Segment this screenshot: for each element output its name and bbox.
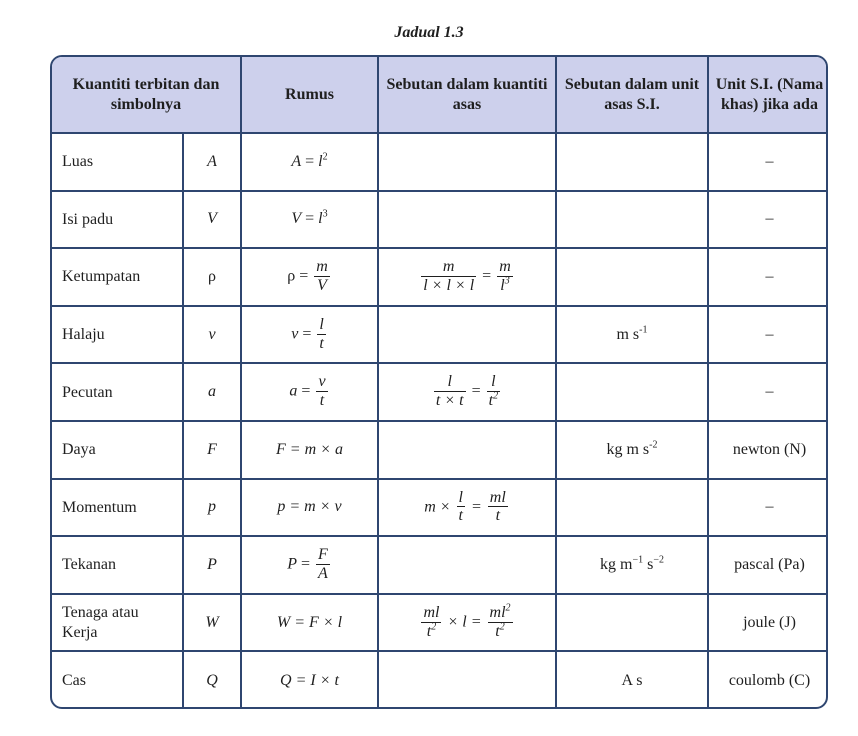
quantity-name: Halaju (52, 306, 183, 364)
base-fraction (421, 259, 476, 294)
fraction-denominator (487, 391, 500, 410)
formula-exponent: 2 (322, 151, 328, 163)
fraction-denominator: t × t (435, 392, 464, 410)
fraction-denominator (497, 276, 513, 295)
formula: W = F × l (241, 594, 378, 652)
formula: $V = l^3$ (241, 191, 378, 249)
base-quantity-expression (378, 594, 556, 652)
si-unit: joule (J) (708, 594, 828, 652)
quantity-name: Daya (52, 421, 183, 479)
denominator-base: t (488, 392, 494, 410)
quantity-name: Tekanan (52, 536, 183, 594)
quantity-name: Momentum (52, 479, 183, 537)
table-row (52, 651, 828, 709)
fraction-denominator: t (458, 507, 463, 525)
formula-lhs: P (287, 555, 297, 573)
denominator-base: t (495, 622, 500, 640)
fraction-numerator: l (458, 488, 463, 506)
base-unit-s: s (647, 555, 654, 573)
base-unit-main: kg m s (606, 440, 650, 458)
si-unit: – (708, 363, 828, 421)
fraction-denominator: t (319, 334, 324, 352)
table-row (52, 248, 828, 306)
quantity-name: Tenaga atau Kerja (52, 594, 183, 652)
header-row (52, 57, 828, 133)
base-unit-exponent: -2 (649, 439, 658, 451)
table-row (52, 133, 828, 191)
si-unit: – (708, 306, 828, 364)
base-unit-exponent: −2 (653, 554, 664, 566)
formula: v = $\frac{l}{t}$ (241, 306, 378, 364)
quantity-name: Cas (52, 651, 183, 709)
quantity-symbol: P (183, 536, 241, 594)
base-unit-kg-m: kg m (600, 555, 633, 573)
formula: ρ = $\frac{m}{V}$ (241, 248, 378, 306)
fraction-numerator: m (316, 258, 328, 276)
base-quantity-expression (378, 306, 556, 364)
formula-lhs: A (291, 152, 302, 170)
base-quantity-expression: $\frac{m}{l \times l \times l}$ = $\frac{m}{l^3}$ (378, 248, 556, 306)
quantity-symbol: ρ (183, 248, 241, 306)
base-quantity-expression (378, 191, 556, 249)
fraction-denominator (421, 622, 441, 641)
fraction-numerator: l (447, 373, 452, 391)
quantity-symbol: F (183, 421, 241, 479)
formula-fraction (316, 374, 327, 409)
formula: $A = l^2$ (241, 133, 378, 191)
fraction-numerator: F (318, 546, 328, 564)
base-quantity-expression (378, 421, 556, 479)
denominator-exponent: 3 (504, 275, 510, 287)
si-unit: – (708, 248, 828, 306)
numerator-base: ml (489, 603, 506, 621)
derived-quantities-table (50, 55, 828, 709)
si-unit: coulomb (C) (708, 651, 828, 709)
quantity-name: Isi padu (52, 191, 183, 249)
fraction-denominator: t (316, 391, 327, 410)
table-row (52, 191, 828, 249)
quantity-name: Pecutan (52, 363, 183, 421)
denominator-base: t (426, 622, 432, 640)
formula: Q = I × t (241, 651, 378, 709)
base-unit-expression (556, 363, 708, 421)
fraction-denominator (488, 622, 513, 641)
base-quantity-expression: $\frac{l}{t \times t}$ = $\frac{l}{t^2}$ (378, 363, 556, 421)
quantity-name: Luas (52, 133, 183, 191)
fraction-denominator: V (314, 276, 330, 295)
denominator-exponent: 2 (493, 390, 499, 402)
si-unit: – (708, 133, 828, 191)
base-fraction (497, 259, 513, 294)
table-row (52, 421, 828, 479)
formula-lhs: V (291, 210, 302, 228)
formula-lhs: ρ (287, 267, 296, 285)
formula-rhs: l (318, 210, 323, 228)
base-unit-expression (556, 248, 708, 306)
quantity-symbol: A (183, 133, 241, 191)
quantity-name: Ketumpatan (52, 248, 183, 306)
base-quantity-expression (378, 133, 556, 191)
formula-lhs: a (289, 383, 298, 401)
header-base-quantity: Sebutan dalam kuantiti asas (378, 57, 556, 133)
denominator-base: l (500, 277, 505, 295)
header-quantity: Kuantiti terbitan dan simbolnya (52, 57, 241, 133)
base-quantity-expression (378, 651, 556, 709)
si-unit: pascal (Pa) (708, 536, 828, 594)
denominator-exponent: 2 (431, 621, 437, 633)
base-fraction (421, 605, 441, 640)
fraction-denominator: A (318, 565, 328, 583)
base-unit-exponent: −1 (632, 554, 644, 566)
fraction-numerator: m (442, 258, 455, 276)
base-unit-expression: A s (556, 651, 708, 709)
quantity-symbol: p (183, 479, 241, 537)
base-fraction (487, 374, 500, 409)
table-row (52, 479, 828, 537)
formula-fraction (317, 317, 325, 352)
formula-lhs: v (291, 325, 299, 343)
si-unit: – (708, 479, 828, 537)
fraction-numerator: l (491, 373, 496, 391)
denominator-exponent: 2 (499, 621, 505, 633)
base-unit-main: m s (616, 325, 640, 343)
formula: a = $\frac{v}{t}$ (241, 363, 378, 421)
fraction-numerator (488, 602, 513, 622)
formula: p = m × v (241, 479, 378, 537)
formula-exponent: 3 (322, 209, 328, 221)
base-quantity-expression (378, 536, 556, 594)
quantity-symbol: V (183, 191, 241, 249)
base-unit-expression (556, 133, 708, 191)
formula: F = m × a (241, 421, 378, 479)
formula-fraction (314, 259, 330, 294)
table-caption: Jadual 1.3 (394, 24, 464, 41)
fraction-numerator: ml (423, 603, 440, 621)
quantity-symbol: Q (183, 651, 241, 709)
formula: P = $\frac{F}{A}$ (241, 536, 378, 594)
quantity-symbol: v (183, 306, 241, 364)
base-unit-exponent: -1 (639, 324, 648, 336)
base-fraction (457, 490, 465, 525)
fraction-numerator: ml (489, 488, 506, 506)
base-prefix: m × (424, 498, 451, 516)
base-unit-expression (556, 191, 708, 249)
header-base-unit: Sebutan dalam unit asas S.I. (556, 57, 708, 133)
fraction-numerator: m (499, 258, 511, 276)
base-unit-expression (556, 479, 708, 537)
base-fraction (488, 602, 513, 640)
fraction-denominator: t (488, 506, 508, 525)
formula-fraction (316, 547, 330, 582)
base-unit-expression (556, 306, 708, 364)
formula-rhs: l (318, 152, 323, 170)
fraction-numerator: l (319, 315, 324, 333)
table-row (52, 306, 828, 364)
fraction-numerator: v (318, 373, 326, 391)
base-middle: × l = (447, 613, 482, 631)
si-unit: – (708, 191, 828, 249)
table-row (52, 536, 828, 594)
numerator-exponent: 2 (505, 602, 511, 614)
header-formula: Rumus (241, 57, 378, 133)
table-row (52, 363, 828, 421)
base-unit-expression (556, 594, 708, 652)
header-si-unit: Unit S.I. (Nama khas) jika ada (708, 57, 828, 133)
base-fraction (488, 490, 508, 525)
table-row (52, 594, 828, 652)
base-unit-expression (556, 421, 708, 479)
quantity-symbol: a (183, 363, 241, 421)
fraction-denominator: l × l × l (423, 277, 475, 295)
base-unit-expression (556, 536, 708, 594)
base-quantity-expression: m × $\frac{l}{t}$ = $\frac{ml}{t}$ (378, 479, 556, 537)
si-unit: newton (N) (708, 421, 828, 479)
quantity-symbol: W (183, 594, 241, 652)
base-fraction (434, 374, 466, 409)
